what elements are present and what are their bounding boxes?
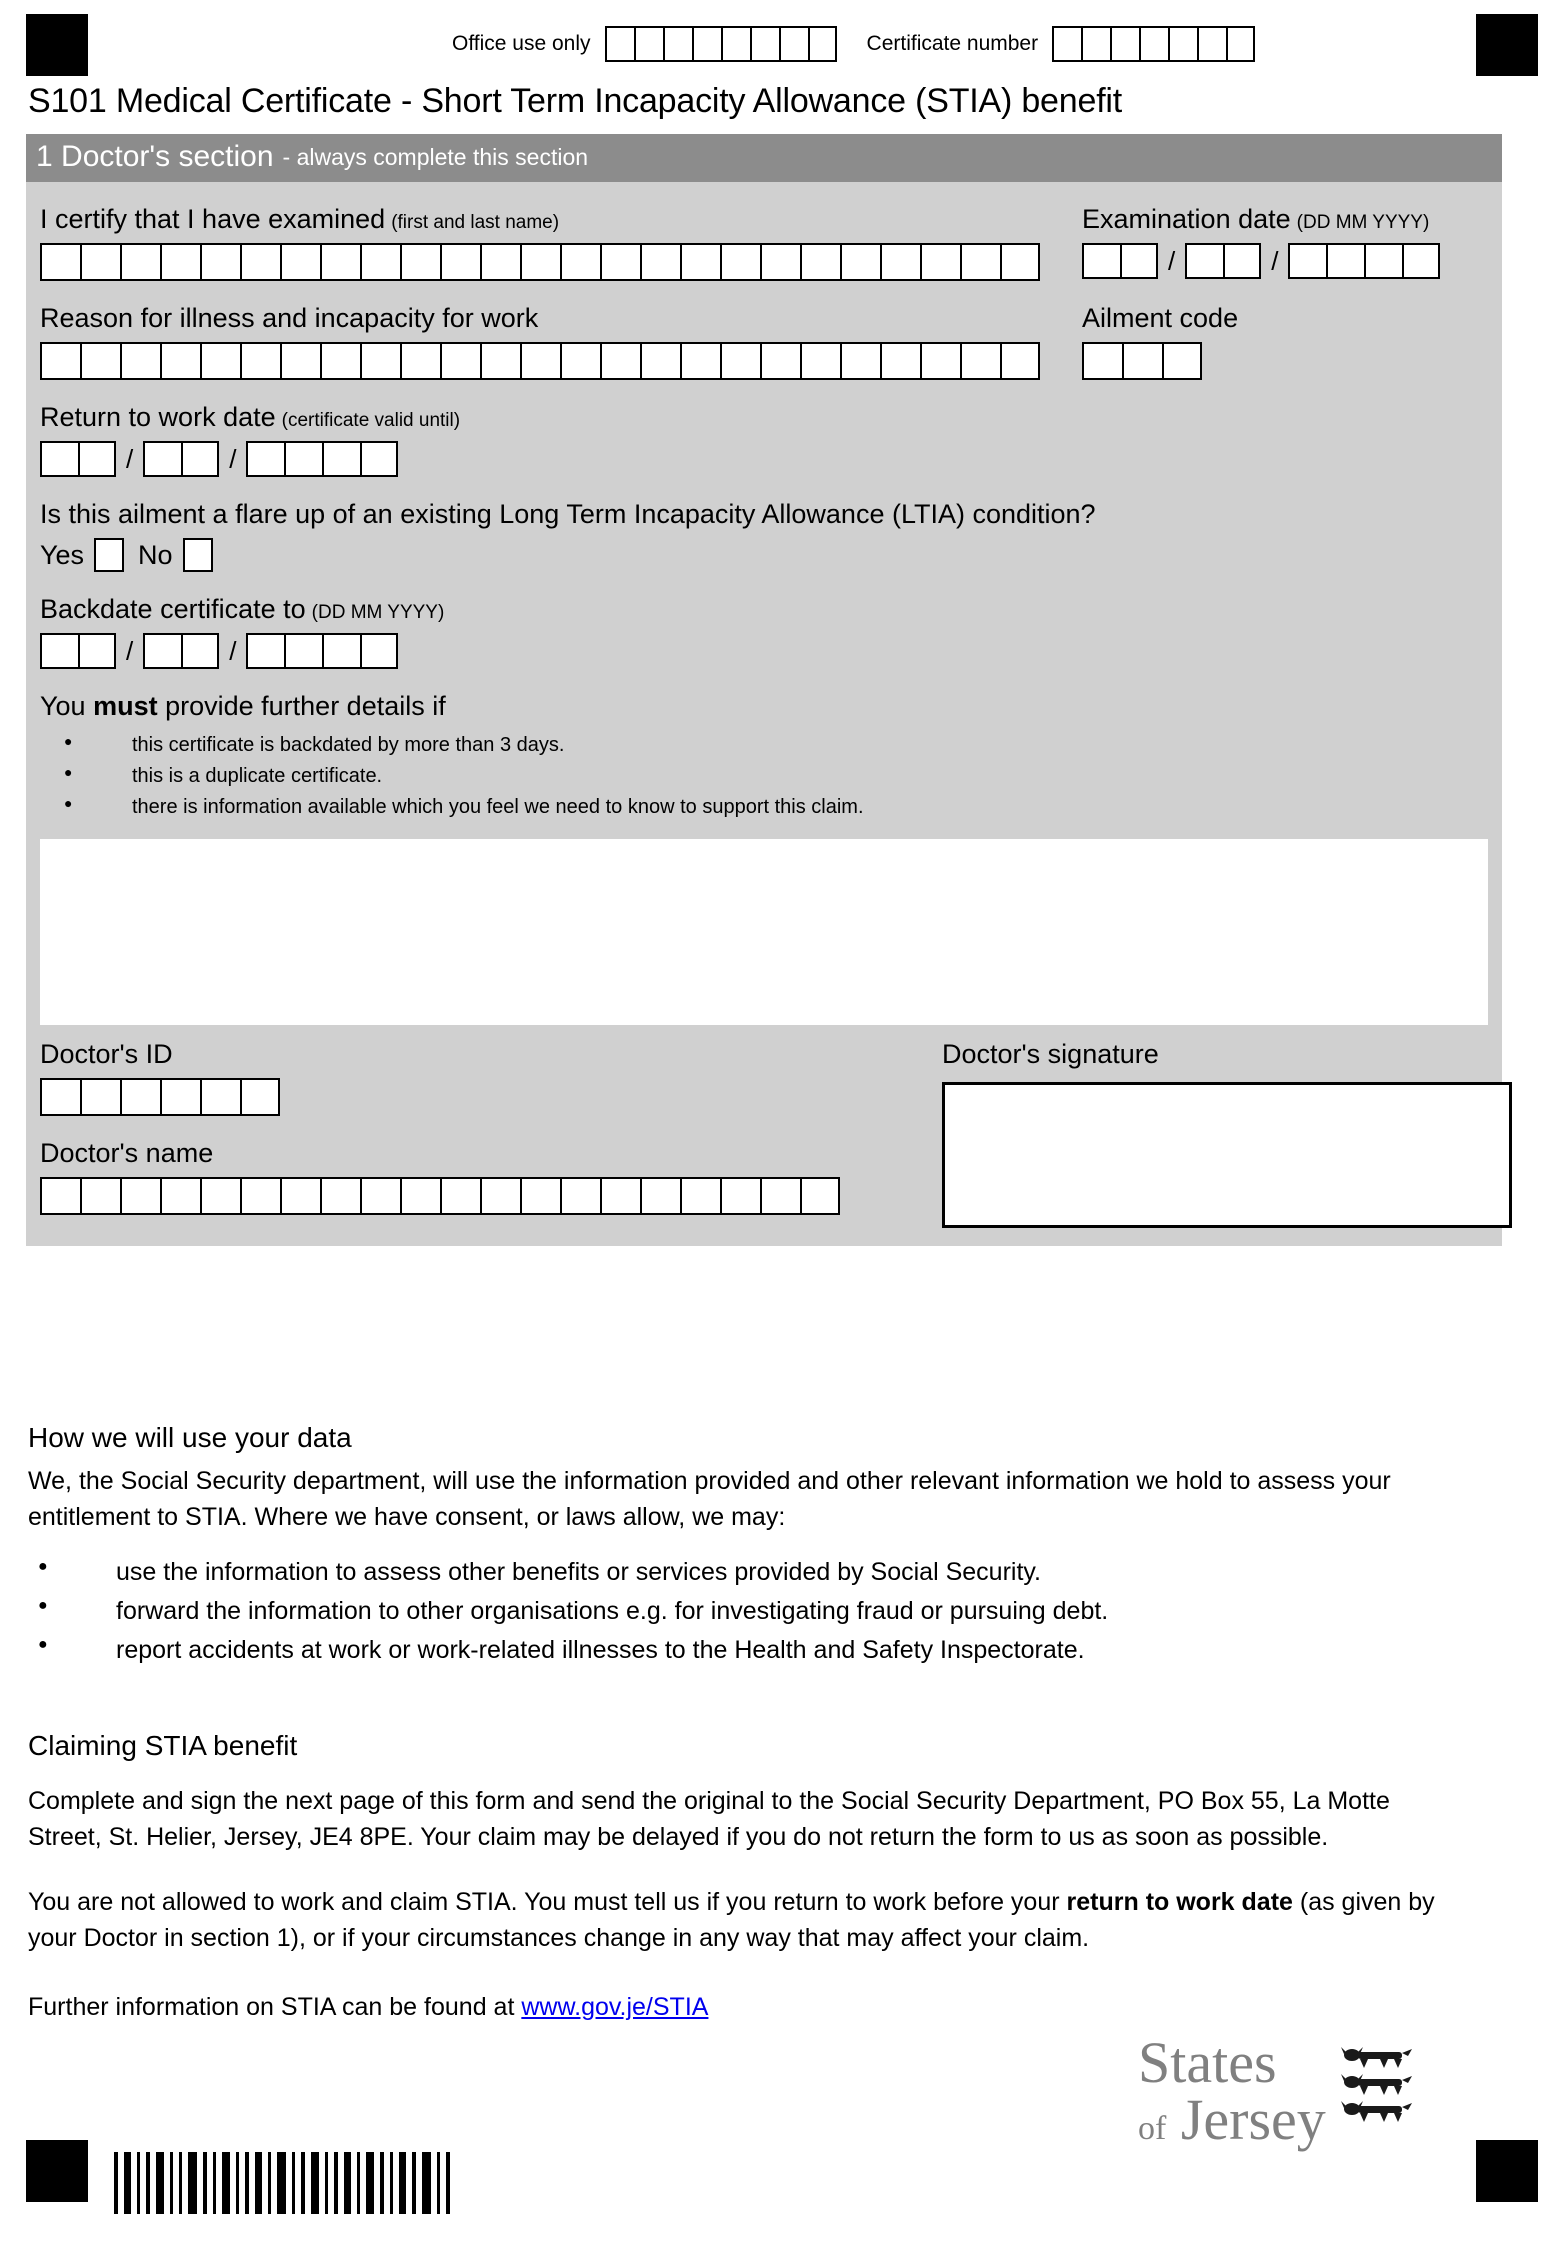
reason-cell[interactable]: [840, 342, 880, 380]
doctors-id-cell[interactable]: [200, 1078, 240, 1116]
registration-mark-bottom-right: [1476, 2140, 1538, 2202]
examined-name-cell[interactable]: [320, 243, 360, 281]
backdate-date-year-cell[interactable]: [284, 633, 322, 669]
examined-name-cell[interactable]: [560, 243, 600, 281]
doctors-name-cell[interactable]: [480, 1177, 520, 1215]
barcode-bar: [255, 2152, 262, 2214]
certificate-number-cell[interactable]: [1052, 26, 1081, 62]
ailment-code-label: Ailment code: [1082, 303, 1239, 334]
barcode-bar: [357, 2152, 360, 2214]
form-barcode: [114, 2152, 456, 2214]
backdate-label-text: Backdate certificate to: [40, 594, 306, 625]
date-separator: /: [1168, 246, 1176, 277]
reason-cell[interactable]: [680, 342, 720, 380]
barcode-bar: [353, 2152, 355, 2214]
doctors-name-cell[interactable]: [800, 1177, 840, 1215]
certificate-number-cell[interactable]: [1226, 26, 1255, 62]
examined-name-cell[interactable]: [760, 243, 800, 281]
barcode-bar: [133, 2152, 135, 2214]
doctors-name-cell[interactable]: [520, 1177, 560, 1215]
reason-cell[interactable]: [320, 342, 360, 380]
date-separator: /: [229, 636, 237, 667]
data-use-paragraph: We, the Social Security department, will use the information provided and other relevant information we hold to assess your entitlement to STIA. Where we have consent, or laws allow, we may:: [28, 1467, 1391, 1531]
barcode-bar: [399, 2152, 406, 2214]
examination-date-year-cell[interactable]: [1402, 243, 1440, 279]
date-separator: /: [229, 444, 237, 475]
reason-cell[interactable]: [40, 342, 80, 380]
ailment-code-cell[interactable]: [1122, 342, 1162, 380]
barcode-bar: [408, 2152, 410, 2214]
barcode-bar: [156, 2152, 164, 2214]
examined-name-cell[interactable]: [240, 243, 280, 281]
examination-date-input[interactable]: [1082, 243, 1488, 279]
examination-date-month[interactable]: [1185, 243, 1261, 279]
certificate-number-label: Certificate number: [866, 32, 1039, 55]
barcode-bar: [152, 2152, 154, 2214]
examination-date-year[interactable]: [1288, 243, 1440, 279]
barcode-bar: [330, 2152, 332, 2214]
examination-date-year-cell[interactable]: [1288, 243, 1326, 279]
reason-cell[interactable]: [360, 342, 400, 380]
examination-date-month-cell[interactable]: [1223, 243, 1261, 279]
barcode-bar: [412, 2152, 416, 2214]
examined-name-cell[interactable]: [520, 243, 560, 281]
examined-name-cell[interactable]: [960, 243, 1000, 281]
examined-name-input[interactable]: [40, 243, 1060, 281]
barcode-bar: [386, 2152, 388, 2214]
stia-website-link[interactable]: www.gov.je/STIA: [521, 1993, 709, 2021]
examined-name-cell[interactable]: [440, 243, 480, 281]
examined-label: [40, 204, 1060, 235]
doctors-name-cell[interactable]: [40, 1177, 80, 1215]
backdate-date-month-cell[interactable]: [143, 633, 181, 669]
barcode-bar: [422, 2152, 431, 2214]
barcode-bar: [376, 2152, 378, 2214]
reason-cell[interactable]: [440, 342, 480, 380]
backdate-date-month[interactable]: [143, 633, 219, 669]
flare-up-answer-group: [40, 538, 1488, 572]
examined-name-cell[interactable]: [800, 243, 840, 281]
registration-mark-bottom-left: [26, 2140, 88, 2202]
doctors-name-cell[interactable]: [200, 1177, 240, 1215]
ailment-code-cell[interactable]: [1082, 342, 1122, 380]
data-use-item: ● use the information to assess other benefits or services provided by Social Security.: [28, 1553, 1528, 1592]
office-use-cell[interactable]: [779, 26, 808, 62]
barcode-bar: [199, 2152, 201, 2214]
barcode-bar: [334, 2152, 338, 2214]
further-details-lead-post: provide further details if: [157, 691, 446, 722]
doctors-name-cell[interactable]: [280, 1177, 320, 1215]
doctors-name-cell[interactable]: [600, 1177, 640, 1215]
barcode-bar: [340, 2152, 342, 2214]
reason-cell[interactable]: [560, 342, 600, 380]
office-use-cell[interactable]: [634, 26, 663, 62]
reason-cell[interactable]: [240, 342, 280, 380]
office-use-cell[interactable]: [692, 26, 721, 62]
barcode-bar: [209, 2152, 211, 2214]
barcode-bar: [222, 2152, 230, 2214]
doctors-name-cell[interactable]: [120, 1177, 160, 1215]
reason-cell[interactable]: [480, 342, 520, 380]
barcode-bar: [446, 2152, 450, 2214]
examined-name-cell[interactable]: [600, 243, 640, 281]
return-to-work-date-year-cell[interactable]: [322, 441, 360, 477]
return-to-work-hint: (certificate valid until): [281, 410, 461, 432]
office-use-label: Office use only: [452, 32, 591, 55]
further-details-lead-pre: You: [40, 691, 94, 722]
doctors-signature-field[interactable]: [942, 1082, 1512, 1228]
backdate-hint: (DD MM YYYY): [311, 602, 445, 624]
return-to-work-date-month[interactable]: [143, 441, 219, 477]
barcode-bar: [268, 2152, 271, 2214]
return-to-work-label: [40, 402, 1488, 433]
doctors-name-label: Doctor's name: [40, 1138, 214, 1169]
doctors-name-cell[interactable]: [440, 1177, 480, 1215]
return-to-work-date-year-cell[interactable]: [284, 441, 322, 477]
barcode-bar: [292, 2152, 295, 2214]
certificate-number-cell[interactable]: [1110, 26, 1139, 62]
claiming-p2-pre: You are not allowed to work and claim STIA. You must tell us if you return to work before your: [28, 1888, 1067, 1916]
examined-label-text: I certify that I have examined: [40, 204, 386, 234]
flare-up-question: Is this ailment a flare up of an existing Long Term Incapacity Allowance (LTIA) condition?: [40, 499, 1096, 530]
reason-cell[interactable]: [600, 342, 640, 380]
date-separator: /: [126, 636, 134, 667]
reason-cell[interactable]: [120, 342, 160, 380]
reason-cell[interactable]: [960, 342, 1000, 380]
section-subheading: - always complete this section: [282, 143, 589, 170]
backdate-label: [40, 594, 1488, 625]
reason-input[interactable]: [40, 342, 1060, 380]
barcode-bar: [307, 2152, 309, 2214]
barcode-bar: [170, 2152, 173, 2214]
return-to-work-label-text: Return to work date: [40, 402, 276, 433]
backdate-date-month-cell[interactable]: [181, 633, 219, 669]
barcode-bar: [241, 2152, 243, 2214]
barcode-bar: [344, 2152, 351, 2214]
barcode-bar: [251, 2152, 253, 2214]
examined-name-cell[interactable]: [880, 243, 920, 281]
page-title: S101 Medical Certificate - Short Term Incapacity Allowance (STIA) benefit: [28, 82, 1123, 120]
barcode-bar: [437, 2152, 440, 2214]
examination-date-day-cell[interactable]: [1082, 243, 1120, 279]
claiming-block: [28, 1730, 1528, 2026]
office-use-cell[interactable]: [663, 26, 692, 62]
date-separator: /: [126, 444, 134, 475]
further-details-item: ● this certificate is backdated by more than 3 days.: [40, 730, 1488, 761]
backdate-date-year-cell[interactable]: [360, 633, 398, 669]
section-number: 1: [36, 140, 53, 173]
barcode-bar: [321, 2152, 323, 2214]
barcode-bar: [137, 2152, 140, 2214]
return-to-work-date-day-cell[interactable]: [40, 441, 78, 477]
reason-cell[interactable]: [1000, 342, 1040, 380]
barcode-bar: [380, 2152, 384, 2214]
barcode-bar: [264, 2152, 266, 2214]
barcode-bar: [442, 2152, 444, 2214]
examined-name-cell[interactable]: [40, 243, 80, 281]
examined-name-cell[interactable]: [840, 243, 880, 281]
reason-cell[interactable]: [400, 342, 440, 380]
claiming-p2-post: (as given by your Doctor in section 1), or if your circumstances change in any way that may affect your claim.: [28, 1888, 1435, 1952]
doctors-id-input[interactable]: [40, 1078, 920, 1116]
office-use-cell[interactable]: [808, 26, 837, 62]
doctors-name-cell[interactable]: [720, 1177, 760, 1215]
examined-name-cell[interactable]: [1000, 243, 1040, 281]
examined-name-cell[interactable]: [480, 243, 520, 281]
examined-name-cell[interactable]: [360, 243, 400, 281]
further-details-lead-bold: must: [93, 691, 158, 722]
section-heading: Doctor's section: [61, 140, 274, 173]
further-details-lead: [40, 691, 1488, 722]
return-to-work-date-month-cell[interactable]: [181, 441, 219, 477]
office-use-cell[interactable]: [750, 26, 779, 62]
barcode-bar: [184, 2152, 186, 2214]
barcode-bar: [418, 2152, 420, 2214]
reason-cell[interactable]: [80, 342, 120, 380]
doctors-name-cell[interactable]: [640, 1177, 680, 1215]
examination-date-day[interactable]: [1082, 243, 1158, 279]
reason-cell[interactable]: [640, 342, 680, 380]
certificate-number-cell[interactable]: [1197, 26, 1226, 62]
barcode-bar: [114, 2152, 118, 2214]
barcode-bar: [301, 2152, 305, 2214]
barcode-bar: [188, 2152, 197, 2214]
return-to-work-date-year-cell[interactable]: [246, 441, 284, 477]
office-use-input[interactable]: [605, 26, 837, 62]
backdate-date-day[interactable]: [40, 633, 116, 669]
barcode-bar: [218, 2152, 220, 2214]
examination-date-year-cell[interactable]: [1326, 243, 1364, 279]
certificate-number-cell[interactable]: [1081, 26, 1110, 62]
doctors-name-cell[interactable]: [240, 1177, 280, 1215]
doctors-id-cell[interactable]: [40, 1078, 80, 1116]
further-details-item: ● this is a duplicate certificate.: [40, 761, 1488, 792]
jersey-three-lions-crest-icon: [1340, 2046, 1414, 2130]
examination-date-label: [1082, 204, 1488, 235]
certificate-number-input[interactable]: [1052, 26, 1255, 62]
claiming-paragraph-1: Complete and sign the next page of this form and send the original to the Social Security Department, PO Box 55, La Motte Street, St. Helier, Jersey, JE4 8PE. Your claim may be delayed if you do not return the form to us as soon as possible.: [28, 1787, 1390, 1851]
ailment-code-input[interactable]: [1082, 342, 1488, 380]
doctors-signature-label: Doctor's signature: [942, 1039, 1159, 1070]
barcode-bar: [390, 2152, 393, 2214]
doctors-name-cell[interactable]: [160, 1177, 200, 1215]
reason-cell[interactable]: [880, 342, 920, 380]
doctors-name-cell[interactable]: [360, 1177, 400, 1215]
barcode-bar: [245, 2152, 249, 2214]
further-details-textarea[interactable]: [40, 839, 1488, 1025]
doctors-id-cell[interactable]: [160, 1078, 200, 1116]
return-to-work-date-month-cell[interactable]: [143, 441, 181, 477]
backdate-date-year-cell[interactable]: [246, 633, 284, 669]
barcode-bar: [142, 2152, 144, 2214]
office-use-row: [0, 18, 1564, 70]
certificate-number-cell[interactable]: [1139, 26, 1168, 62]
doctors-name-cell[interactable]: [320, 1177, 360, 1215]
section-header: [26, 134, 1502, 182]
examined-name-cell[interactable]: [200, 243, 240, 281]
return-to-work-date-year[interactable]: [246, 441, 398, 477]
examination-date-label-text: Examination date: [1082, 204, 1291, 234]
reason-label: Reason for illness and incapacity for work: [40, 303, 539, 334]
flare-up-no-label: No: [138, 539, 173, 570]
examined-name-cell[interactable]: [80, 243, 120, 281]
examination-date-hint: (DD MM YYYY): [1296, 212, 1430, 233]
data-use-list: [28, 1553, 1528, 1669]
barcode-bar: [232, 2152, 234, 2214]
claiming-p2-bold: return to work date: [1066, 1888, 1293, 1916]
backdate-date-year-cell[interactable]: [322, 633, 360, 669]
reason-cell[interactable]: [760, 342, 800, 380]
reason-cell[interactable]: [520, 342, 560, 380]
examined-hint: (first and last name): [391, 212, 560, 233]
doctors-id-cell[interactable]: [80, 1078, 120, 1116]
return-to-work-date-day[interactable]: [40, 441, 116, 477]
examination-date-day-cell[interactable]: [1120, 243, 1158, 279]
flare-up-no-checkbox[interactable]: [183, 538, 213, 572]
office-use-cell[interactable]: [605, 26, 634, 62]
examination-date-month-cell[interactable]: [1185, 243, 1223, 279]
doctors-name-cell[interactable]: [680, 1177, 720, 1215]
barcode-bar: [120, 2152, 122, 2214]
backdate-date-input[interactable]: [40, 633, 1488, 669]
certificate-number-cell[interactable]: [1168, 26, 1197, 62]
doctors-section: [26, 134, 1502, 1246]
further-details-item: ● there is information available which you feel we need to know to support this claim.: [40, 792, 1488, 823]
data-use-heading: How we will use your data: [28, 1422, 352, 1453]
reason-cell[interactable]: [200, 342, 240, 380]
logo-of: of: [1138, 2110, 1167, 2148]
reason-cell[interactable]: [800, 342, 840, 380]
return-to-work-date-day-cell[interactable]: [78, 441, 116, 477]
examined-name-cell[interactable]: [680, 243, 720, 281]
barcode-bar: [325, 2152, 328, 2214]
further-information-pre: Further information on STIA can be found at: [28, 1993, 522, 2021]
logo-line-1: States: [1138, 2030, 1277, 2095]
office-use-cell[interactable]: [721, 26, 750, 62]
barcode-bar: [277, 2152, 286, 2214]
barcode-bar: [366, 2152, 374, 2214]
barcode-bar: [146, 2152, 150, 2214]
data-use-item: ● report accidents at work or work-related illnesses to the Health and Safety Inspectorate.: [28, 1631, 1528, 1670]
barcode-bar: [311, 2152, 319, 2214]
barcode-bar: [273, 2152, 275, 2214]
further-information-line: [28, 1990, 1468, 2026]
backdate-date-year[interactable]: [246, 633, 398, 669]
barcode-bar: [175, 2152, 177, 2214]
examined-name-cell[interactable]: [280, 243, 320, 281]
reason-cell[interactable]: [720, 342, 760, 380]
data-use-block: [28, 1422, 1528, 1669]
doctors-name-cell[interactable]: [560, 1177, 600, 1215]
barcode-bar: [297, 2152, 299, 2214]
examined-name-cell[interactable]: [720, 243, 760, 281]
barcode-bar: [395, 2152, 397, 2214]
barcode-bar: [288, 2152, 290, 2214]
reason-cell[interactable]: [280, 342, 320, 380]
return-to-work-date-year-cell[interactable]: [360, 441, 398, 477]
barcode-bar: [124, 2152, 131, 2214]
barcode-bar: [362, 2152, 364, 2214]
examined-name-cell[interactable]: [920, 243, 960, 281]
backdate-date-day-cell[interactable]: [78, 633, 116, 669]
data-use-item: ● forward the information to other organisations e.g. for investigating fraud or pursuing debt.: [28, 1592, 1528, 1631]
barcode-bar: [452, 2152, 454, 2214]
ailment-code-cell[interactable]: [1162, 342, 1202, 380]
doctors-id-label: Doctor's ID: [40, 1039, 173, 1070]
backdate-date-day-cell[interactable]: [40, 633, 78, 669]
doctors-name-input[interactable]: [40, 1177, 920, 1215]
examined-name-cell[interactable]: [400, 243, 440, 281]
doctors-name-cell[interactable]: [760, 1177, 800, 1215]
examination-date-year-cell[interactable]: [1364, 243, 1402, 279]
flare-up-yes-label: Yes: [40, 539, 85, 570]
doctors-id-cell[interactable]: [120, 1078, 160, 1116]
reason-cell[interactable]: [160, 342, 200, 380]
doctors-name-cell[interactable]: [400, 1177, 440, 1215]
examined-name-cell[interactable]: [120, 243, 160, 281]
logo-jersey: Jersey: [1180, 2087, 1326, 2153]
doctors-name-cell[interactable]: [80, 1177, 120, 1215]
examined-name-cell[interactable]: [640, 243, 680, 281]
further-details-list: [40, 730, 1488, 823]
barcode-bar: [179, 2152, 182, 2214]
claiming-heading: Claiming STIA benefit: [28, 1730, 298, 1761]
doctors-id-cell[interactable]: [240, 1078, 280, 1116]
barcode-bar: [236, 2152, 239, 2214]
barcode-bar: [166, 2152, 168, 2214]
date-separator: /: [1271, 246, 1279, 277]
examined-name-cell[interactable]: [160, 243, 200, 281]
barcode-bar: [203, 2152, 207, 2214]
return-to-work-date-input[interactable]: [40, 441, 1488, 477]
flare-up-yes-checkbox[interactable]: [94, 538, 124, 572]
barcode-bar: [213, 2152, 216, 2214]
barcode-bar: [433, 2152, 435, 2214]
reason-cell[interactable]: [920, 342, 960, 380]
claiming-paragraph-2: [28, 1885, 1468, 1956]
